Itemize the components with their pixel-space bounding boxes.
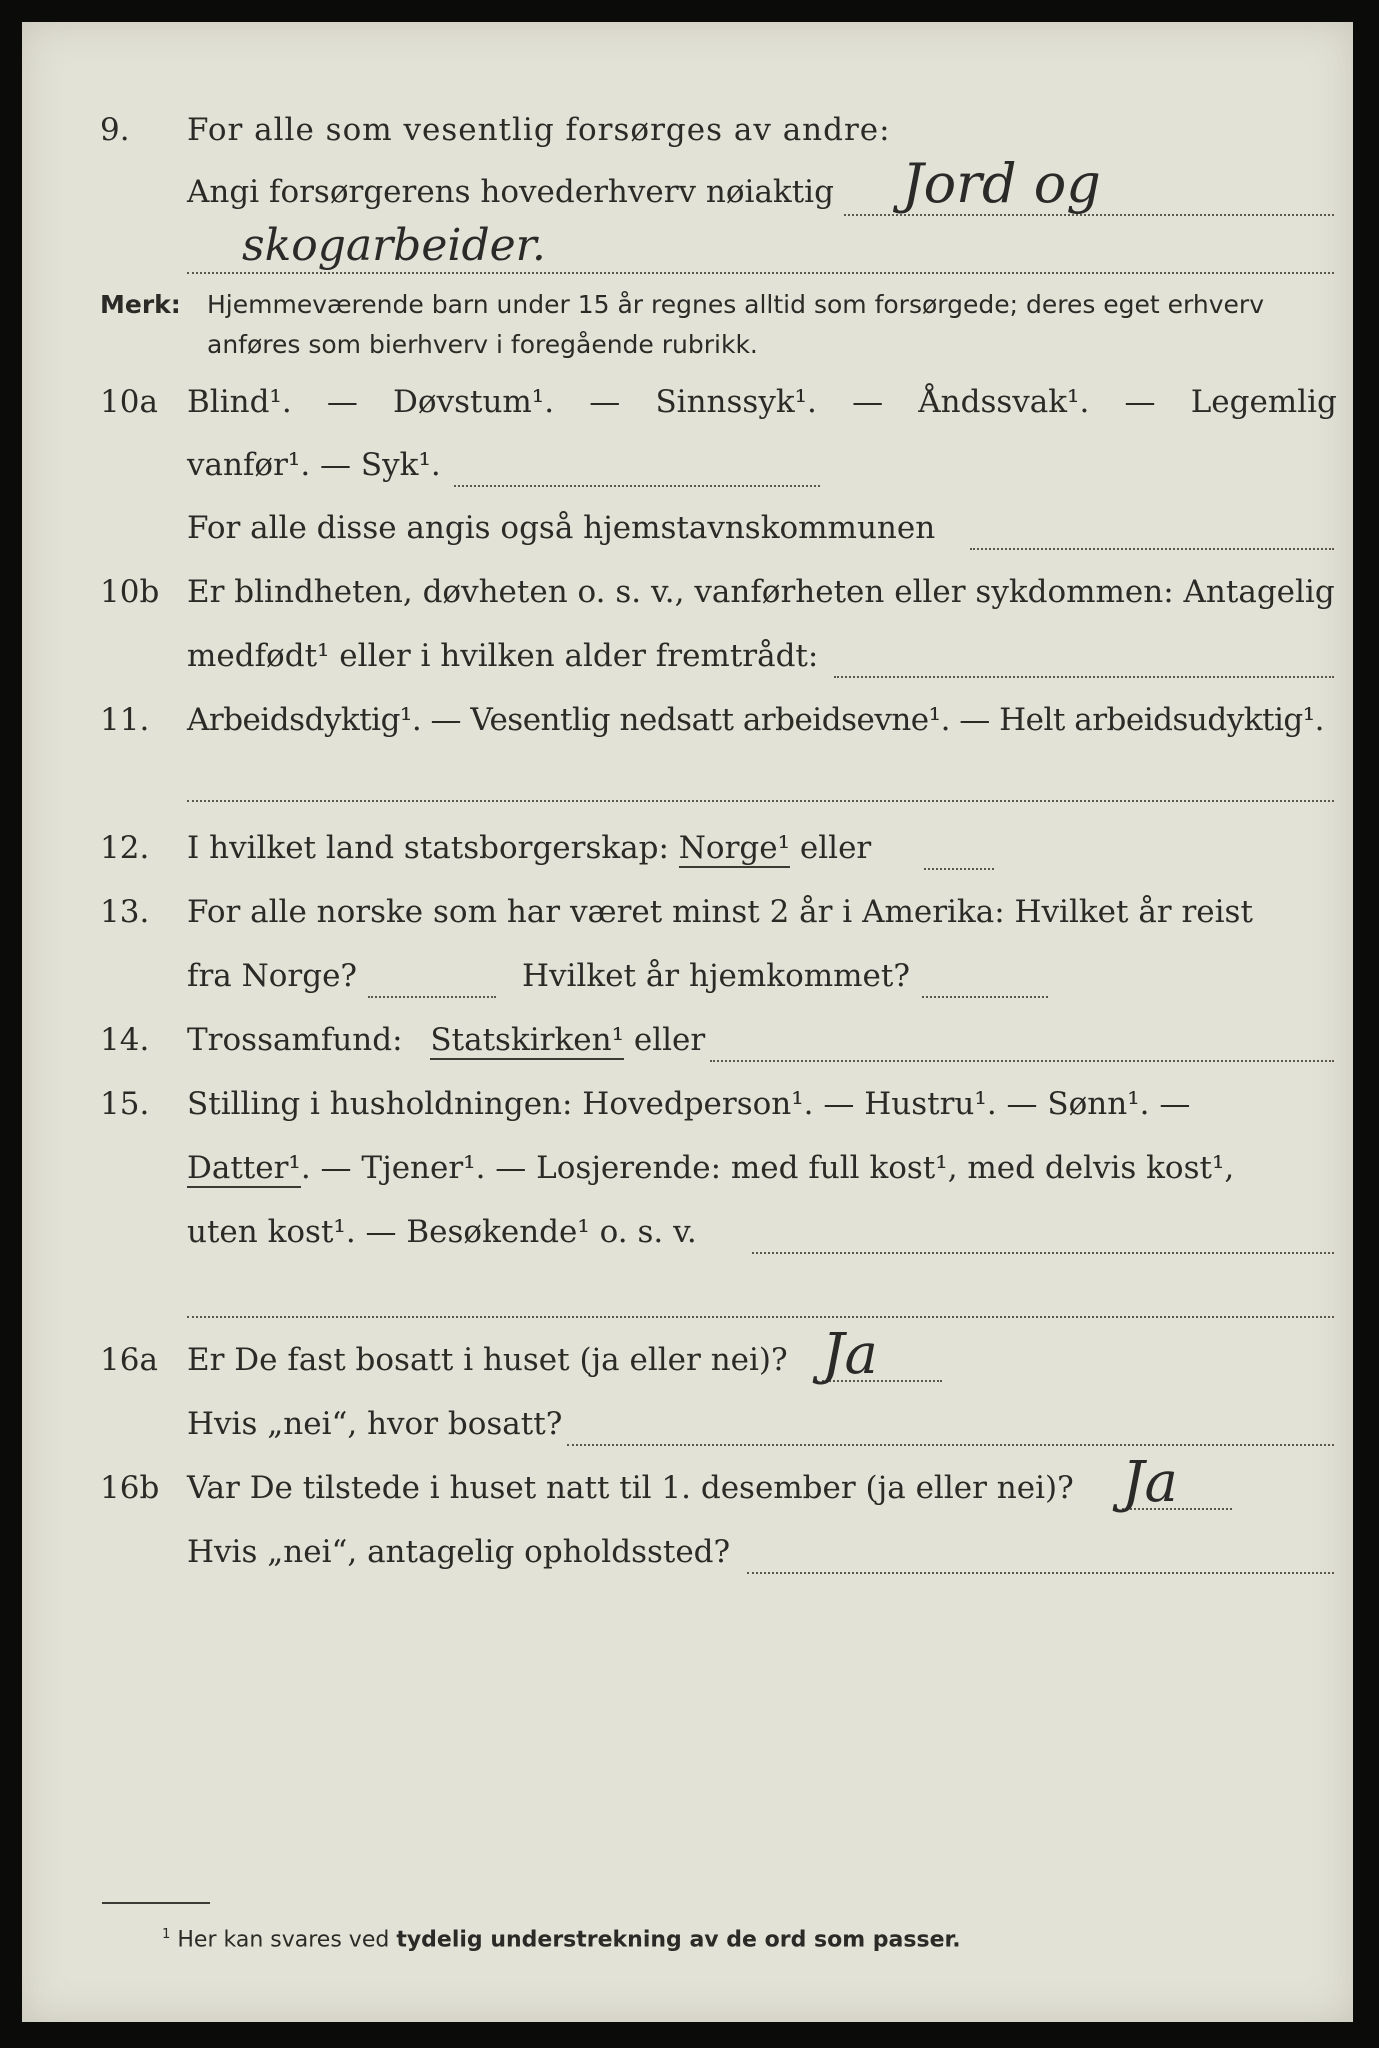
q10a-dash: — bbox=[852, 384, 884, 420]
footnote-text: Her kan svares ved bbox=[177, 1927, 390, 1953]
q11-text-1: Arbeidsdyktig¹. — Vesentlig nedsatt arbeidsevne¹. — Helt arbeidsudyktig¹. bbox=[187, 702, 1325, 738]
q13-text-2b: Hvilket år hjemkommet? bbox=[522, 958, 910, 994]
q15-text-3: uten kost¹. — Besøkende¹ o. s. v. bbox=[187, 1214, 697, 1250]
q9-handwritten-answer-2: skogarbeider. bbox=[242, 220, 546, 271]
q12-answer-line bbox=[924, 868, 994, 870]
q16a-text-1: Er De fast bosatt i huset (ja eller nei)? bbox=[187, 1342, 788, 1378]
q9-text-1: For alle som vesentlig forsørges av andre: bbox=[187, 112, 891, 148]
q11-answer-line bbox=[187, 800, 1334, 802]
q10a-option: Døvstum¹. bbox=[393, 384, 555, 420]
q12-underlined-answer: Norge¹ bbox=[678, 830, 791, 866]
q15-text-2 bbox=[187, 1150, 1234, 1186]
q16a-handwritten-answer: Ja bbox=[822, 1322, 878, 1387]
q10b-answer-line bbox=[834, 676, 1334, 678]
q10a-option: Sinnssyk¹. bbox=[655, 384, 817, 420]
merk-text-1: Hjemmeværende barn under 15 år regnes alltid som forsørgede; deres eget erhverv bbox=[207, 290, 1264, 319]
q16a-answer-line-2 bbox=[567, 1444, 1334, 1446]
q15-text-1: Stilling i husholdningen: Hovedperson¹. — Hustru¹. — Sønn¹. — bbox=[187, 1086, 1191, 1122]
q13-text-1: For alle norske som har været minst 2 år i Amerika: Hvilket år reist bbox=[187, 894, 1253, 930]
q10a-text-2: vanfør¹. — Syk¹. bbox=[187, 447, 441, 483]
q15-answer-line-1 bbox=[752, 1252, 1334, 1254]
merk-label: Merk: bbox=[100, 290, 181, 319]
q16b-answer-line-2 bbox=[747, 1572, 1334, 1574]
footnote-rule bbox=[102, 1902, 210, 1904]
q14-text bbox=[187, 1022, 705, 1058]
q10a-dash: — bbox=[589, 384, 621, 420]
q10a-dash: — bbox=[326, 384, 358, 420]
q14-prefix: Trossamfund: bbox=[187, 1022, 403, 1058]
q10a-option: Legemlig bbox=[1190, 384, 1337, 420]
q10a-text-3: For alle disse angis også hjemstavnskommunen bbox=[187, 510, 936, 546]
q10b-text-2: medfødt¹ eller i hvilken alder fremtrådt: bbox=[187, 638, 819, 674]
q13-answer-line-1 bbox=[368, 996, 496, 998]
q9-handwritten-answer-1: Jord og bbox=[902, 152, 1101, 215]
q12-suffix: eller bbox=[799, 830, 872, 866]
q10a-number: 10a bbox=[100, 384, 158, 420]
q10a-dash: — bbox=[1124, 384, 1156, 420]
q16b-text-1: Var De tilstede i huset natt til 1. desember (ja eller nei)? bbox=[187, 1470, 1074, 1506]
footnote bbox=[162, 1927, 961, 1952]
q9-text-2: Angi forsørgerens hovederhverv nøiaktig bbox=[187, 174, 834, 210]
q9-number: 9. bbox=[100, 112, 130, 148]
q10a-option: Blind¹. bbox=[187, 384, 292, 420]
q15-text-2-rest: . — Tjener¹. — Losjerende: med full kost¹, med delvis kost¹, bbox=[300, 1150, 1235, 1186]
q13-text-2a: fra Norge? bbox=[187, 958, 358, 994]
q14-answer-line bbox=[710, 1060, 1334, 1062]
q16b-text-2: Hvis „nei“, antagelig opholdssted? bbox=[187, 1534, 731, 1570]
q16b-number: 16b bbox=[100, 1470, 160, 1506]
q16b-handwritten-answer: Ja bbox=[1122, 1450, 1178, 1515]
q10a-options bbox=[187, 384, 1337, 420]
census-form-page bbox=[22, 22, 1353, 2022]
q10a-answer-line-2 bbox=[970, 548, 1334, 550]
q14-underlined-answer: Statskirken¹ bbox=[430, 1022, 624, 1058]
q11-number: 11. bbox=[100, 702, 150, 738]
q10b-number: 10b bbox=[100, 574, 160, 610]
q15-underlined-answer: Datter¹ bbox=[187, 1150, 301, 1186]
footnote-marker: 1 bbox=[162, 1927, 171, 1942]
q10a-option: Åndssvak¹. bbox=[918, 384, 1090, 420]
q14-suffix: eller bbox=[633, 1022, 706, 1058]
q12-prefix: I hvilket land statsborgerskap: bbox=[187, 830, 669, 866]
q10b-text-1: Er blindheten, døvheten o. s. v., vanførheten eller sykdommen: Antagelig bbox=[187, 574, 1335, 610]
q9-answer-line-2 bbox=[187, 272, 1334, 274]
q15-number: 15. bbox=[100, 1086, 150, 1122]
q15-answer-line-2 bbox=[187, 1316, 1334, 1318]
q16a-text-2: Hvis „nei“, hvor bosatt? bbox=[187, 1406, 563, 1442]
footnote-emphasis: tydelig understrekning av de ord som passer. bbox=[396, 1927, 961, 1953]
merk-text-2: anføres som bierhverv i foregående rubrikk. bbox=[207, 330, 758, 359]
q10a-answer-line-1 bbox=[454, 485, 820, 487]
q12-text bbox=[187, 830, 871, 866]
q12-number: 12. bbox=[100, 830, 150, 866]
q13-answer-line-2 bbox=[922, 996, 1048, 998]
q16a-number: 16a bbox=[100, 1342, 158, 1378]
q13-number: 13. bbox=[100, 894, 150, 930]
q14-number: 14. bbox=[100, 1022, 150, 1058]
